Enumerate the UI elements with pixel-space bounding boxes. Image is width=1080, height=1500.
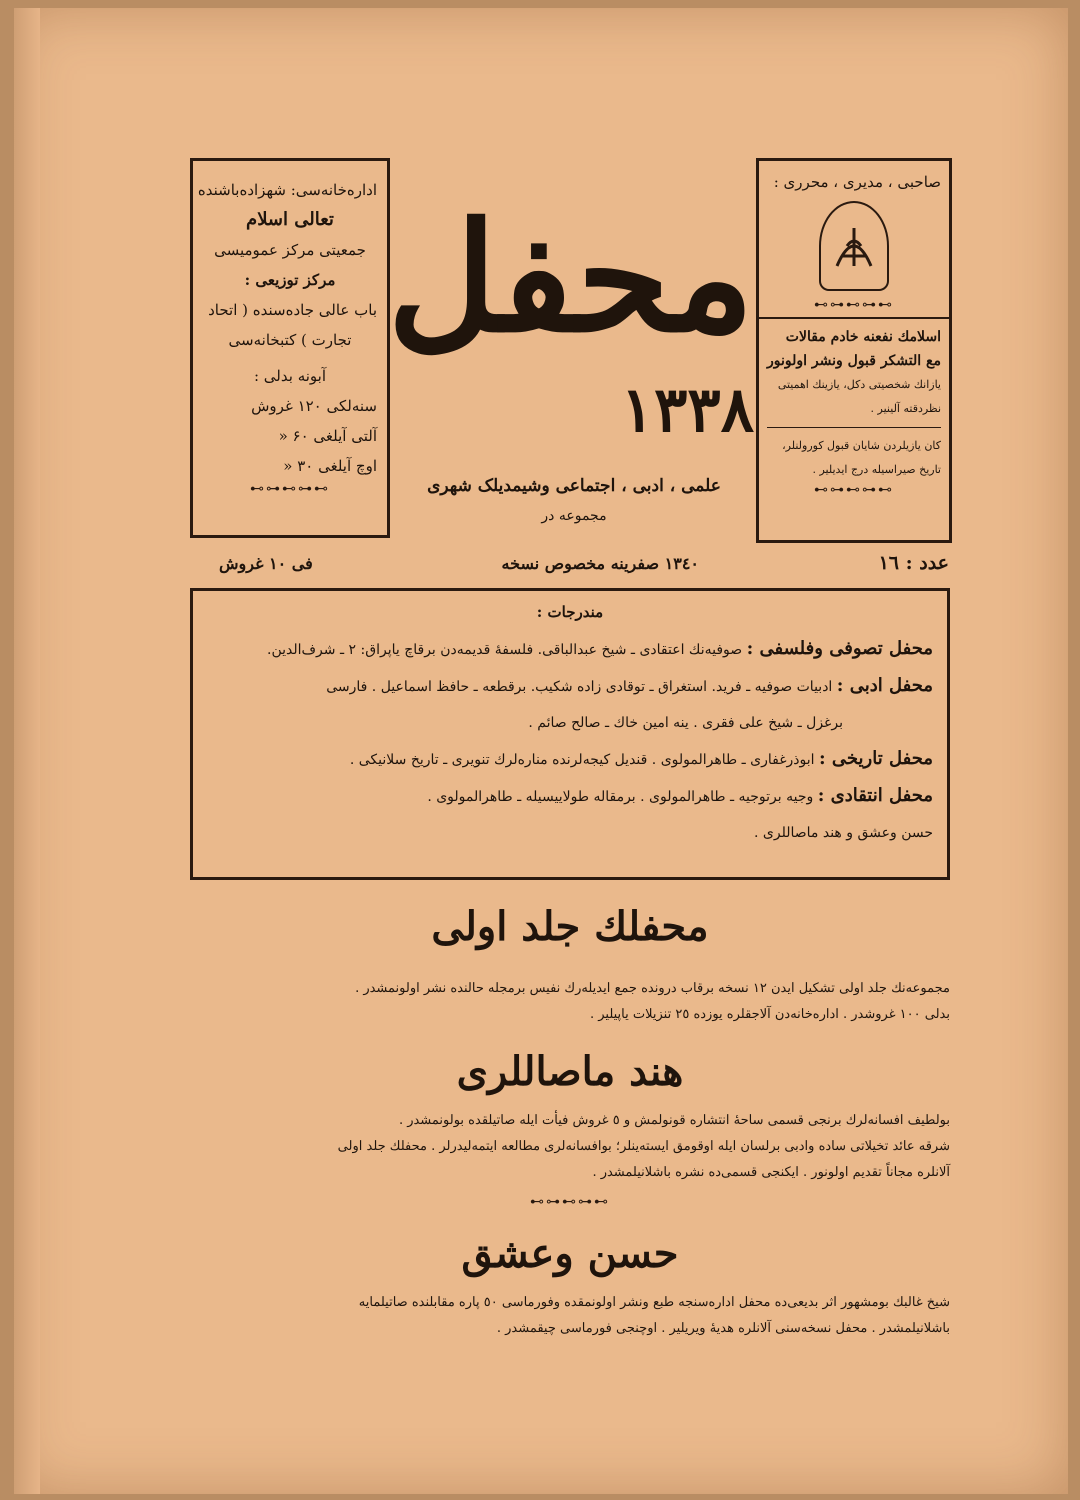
left-box-line: جمعیتی مرکز عمومیسی — [214, 241, 366, 259]
right-box-line: اسلامك نفعنه خادم مقالات — [785, 329, 941, 345]
article-body — [190, 1290, 950, 1342]
right-box-line: نظردقته آلینیر . — [870, 402, 941, 415]
contents-section-text: ابوذرغفاری ـ طاهرالمولوی . قندیل کیجه‌لرنده مناره‌لرك تنویری ـ تاریخ سلانیکی . — [349, 752, 815, 768]
contents-section-label: محفل انتقادی : — [817, 785, 933, 806]
left-box-line: باب عالی جاده‌سنده ( اتحاد — [208, 301, 377, 319]
issue-info-line — [219, 552, 949, 582]
article-title: محفلك جلد اولی — [431, 903, 709, 950]
article-line: بدلی ١٠٠ غروشدر . اداره‌خانه‌دن آلاجقلره یوزده ٢٥ تنزیلات یاپیلیر . — [589, 1007, 950, 1022]
magazine-page — [14, 8, 1068, 1494]
ornament-divider: ⊷⊶⊷⊶⊷ — [814, 482, 894, 498]
contents-section-text: صوفیه‌نك اعتقادی ـ شیخ عبدالباقی. فلسفهٔ قدیمه‌دن برقاچ یاپراق: ٢ ـ شرف‌الدین. — [267, 642, 743, 658]
page-edge — [14, 8, 40, 1494]
contents-section-text: حسن وعشق و هند ماصاللری . — [754, 825, 933, 841]
left-box-line: تجارت ) کتبخانه‌سی — [228, 331, 352, 349]
left-box-line: مرکز توزیعی : — [244, 271, 336, 289]
left-info-box — [190, 158, 390, 538]
right-box-line: کان یازیلردن شایان قبول کورولنلر، — [782, 439, 941, 452]
ornament-divider: ⊷⊶⊷⊶⊷ — [250, 481, 330, 497]
subscription-rate: آلتی آیلغی ۶۰ « — [278, 427, 377, 445]
right-box-line: مع التشكر قبول ونشر اولونور — [766, 353, 941, 369]
left-box-line: اداره‌خانه‌سی: شهزاده‌باشنده — [197, 181, 377, 199]
contents-section-text: وجیه برتوجیه ـ طاهرالمولوی . برمقاله طولاییسیله ـ طاهرالمولوی . — [427, 789, 814, 805]
ornament-divider: ⊷⊶⊷⊶⊷ — [530, 1194, 610, 1210]
article-body — [190, 1108, 950, 1186]
article-title: هند ماصاللری — [456, 1048, 684, 1095]
subscription-rate: اوچ آیلغی ۳۰ « — [283, 457, 377, 475]
contents-section-text: ادبیات صوفیه ـ فرید. استغراق ـ توقادی زاده شکیب. برقطعه ـ حافظ اسماعیل . فارسی — [326, 679, 833, 695]
seal-emblem — [819, 201, 889, 291]
article-line: شرقه عائد تخیلاتی ساده وادبی برلسان ایله اوقومق ایسته‌ینلر؛ بوافسانه‌لری مطالعه ایتمه‌لیدرلر . محفلك جلد اولی — [337, 1139, 950, 1154]
magazine-year: ١٣٣٨ — [620, 373, 754, 446]
issue-number: عدد : ١٦ — [878, 552, 949, 574]
subscription-rate: سنه‌لکی ۱۲۰ غروش — [251, 397, 377, 415]
contents-row — [207, 631, 933, 668]
contents-section-text: برغزل ـ شیخ علی فقری . ینه امین خاك ـ صالح صائم . — [528, 715, 843, 731]
article-title: حسن وعشق — [461, 1230, 679, 1277]
contents-heading: مندرجات : — [536, 603, 604, 621]
contents-row — [207, 705, 933, 741]
article-line: شیخ غالبك بومشهور اثر بدیعی‌ده محفل اداره‌سنجه طبع ونشر اولونمقده وفورماسی ٥٠ پاره مقابلنده صاتیلمایه — [358, 1295, 950, 1310]
article-line: بولطیف افسانه‌لرك برنجی قسمی ساحهٔ انتشاره قونولمش و ٥ غروش فیأت ایله صاتیلقده بولونمشدر . — [398, 1113, 950, 1128]
right-box-header: صاحبی ، مدیری ، محرری : — [773, 173, 941, 191]
article-body — [190, 976, 950, 1028]
contents-row — [207, 778, 933, 815]
contents-row — [207, 741, 933, 778]
magazine-title: محفل — [387, 190, 754, 366]
subscription-title: آبونه بدلی : — [253, 367, 327, 385]
contents-section-label: محفل تاریخی : — [819, 748, 933, 769]
magazine-subtitle: علمی ، ادبی ، اجتماعی وشیمدیلک شهری — [427, 476, 721, 496]
masthead — [387, 158, 754, 538]
article-line: باشلانیلمشدر . محفل نسخه‌سنی آلانلره هدیهٔ ویریلیر . اوچنجی فورماسی چیقمشدر . — [496, 1321, 950, 1336]
contents-section-label: محفل ادبی : — [836, 675, 933, 696]
article-line: مجموعه‌نك جلد اولی تشکیل ایدن ١٢ نسخه برقاب درونده جمع ایدیله‌رك نفیس برمجله حالنده نشر اولونمشدر . — [355, 981, 950, 996]
contents-row — [207, 815, 933, 851]
contents-box — [190, 588, 950, 880]
issue-date: ١٣٤٠ صفرینه مخصوص نسخه — [501, 554, 699, 573]
ornament-divider: ⊷⊶⊷⊶⊷ — [814, 297, 894, 313]
article-line: آلانلره مجاناً تقدیم اولونور . ایکنجی قسمی‌ده نشره باشلانیلمشدر . — [592, 1165, 950, 1180]
contents-section-label: محفل تصوفی وفلسفی : — [746, 638, 933, 659]
calligraphic-seal-icon — [831, 216, 877, 276]
left-box-line: تعالی اسلام — [246, 209, 334, 230]
magazine-subtitle-2: مجموعه در — [541, 508, 607, 524]
right-info-box — [756, 158, 952, 543]
right-box-line: تاریخ صیراسیله درج ایدیلیر . — [812, 463, 941, 476]
issue-price: فی ١٠ غروش — [219, 554, 313, 573]
contents-row — [207, 668, 933, 705]
right-box-line: یازانك شخصیتی دکل، یازینك اهمیتی — [777, 378, 941, 391]
